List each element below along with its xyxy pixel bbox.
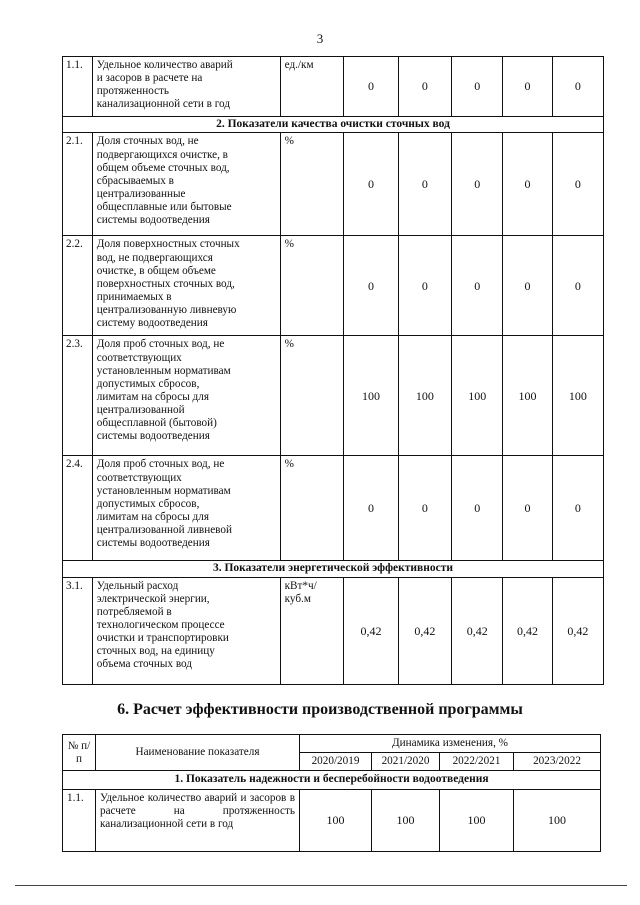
table-row [63,456,604,561]
indicator-name-line: системы водоотведения [96,214,210,227]
indicator-name-line: допустимых сбросов, [96,497,200,510]
indicator-name-line: Доля поверхностных сточных [96,238,240,251]
value-cell: 0 [344,133,398,236]
efficiency-table [62,734,601,852]
indicator-name-line: централизованной ливневой [96,523,232,536]
unit-cell: % [280,456,344,561]
value-cell: 100 [514,789,601,851]
indicator-name-line: Удельный расход [96,579,179,592]
value-cell: 0 [503,133,552,236]
section-title: 2. Показатели качества очистки сточных вод [63,117,604,133]
indicator-name [92,456,280,561]
value-cell: 0 [503,236,552,336]
indicator-name-line: объема сточных вод [96,658,192,671]
table-row [63,236,604,336]
indicator-name-line: Доля проб сточных вод, не [96,338,225,351]
value-cell: 0 [552,236,603,336]
indicator-name-line: Удельное количество аварий [96,59,233,71]
indicator-name-line: общем объеме сточных вод, [96,161,230,174]
indicator-name-line: сточных вод, на единицу [96,645,215,658]
indicator-name-line: допустимых сбросов, [96,377,200,390]
indicator-name-line: принимаемых в [96,290,172,303]
value-cell: 0 [344,456,398,561]
indicator-name-line: вод, не подвергающихся [96,251,213,264]
value-cell: 0 [503,456,552,561]
indicator-name-line: очистке, в общем объеме [96,264,216,277]
unit-cell: % [280,133,344,236]
table-row [63,133,604,236]
indicator-name-line: протяженность [96,85,170,98]
indicator-name [92,57,280,117]
value-cell: 100 [344,336,398,456]
indicators-table [62,56,604,685]
section-heading: 6. Расчет эффективности производственной программы [117,701,523,718]
table-row [63,577,604,684]
indicator-name-line: канализационной сети в год [96,98,231,111]
row-number: 2.3. [63,336,93,456]
value-cell: 0 [452,133,503,236]
indicator-name-line: Доля проб сточных вод, не [96,458,225,471]
value-cell: 100 [552,336,603,456]
indicator-name-line: установленным нормативам [96,484,231,497]
indicator-name-line: Доля сточных вод, не [96,135,199,148]
value-cell: 0,42 [452,577,503,684]
indicator-name-line: потребляемой в [96,606,172,619]
value-cell: 0 [344,57,398,117]
value-cell: 0 [452,57,503,117]
unit-cell: кВт*ч/ куб.м [280,577,344,684]
row-number: 2.2. [63,236,93,336]
value-cell: 0 [398,236,451,336]
row-number: 2.4. [63,456,93,561]
indicator-name-line: централизованной [96,403,185,416]
value-cell: 100 [398,336,451,456]
indicator-name-line: систему водоотведения [96,317,208,330]
unit-cell: % [280,336,344,456]
unit-cell: ед./км [280,57,344,117]
value-cell: 0 [452,456,503,561]
period-header: 2021/2020 [372,753,440,771]
unit-cell: % [280,236,344,336]
value-cell: 100 [372,789,440,851]
value-cell: 0 [503,57,552,117]
value-cell: 0,42 [398,577,451,684]
num-header: № п/п [63,735,96,771]
indicator-name-line: общесплавной (бытовой) [96,417,217,430]
indicator-name-line: лимитам на сбросы для [96,510,209,523]
value-cell: 0 [452,236,503,336]
name-header: Наименование показателя [96,735,300,771]
row-number: 2.1. [63,133,93,236]
value-cell: 0 [398,133,451,236]
value-cell: 0,42 [503,577,552,684]
section-row-title: 1. Показатель надежности и бесперебойности водоотведения [63,771,601,789]
indicator-name-line: подвергающихся очистке, в [96,148,228,161]
period-header: 2020/2019 [300,753,372,771]
indicator-name [92,336,280,456]
row-number: 3.1. [63,577,93,684]
value-cell: 0,42 [552,577,603,684]
value-cell: 0 [552,57,603,117]
indicator-name-line: очистки и транспортировки [96,632,229,645]
indicator-name-line: поверхностных сточных вод, [96,277,235,290]
table-row [63,57,604,117]
value-cell: 0 [398,456,451,561]
period-header: 2022/2021 [440,753,514,771]
value-cell: 0 [552,456,603,561]
row-number: 1.1. [63,789,96,851]
table-row [63,336,604,456]
value-cell: 0,42 [344,577,398,684]
indicator-name-line: электрической энергии, [96,593,210,605]
indicator-name-line: системы водоотведения [96,430,210,443]
indicator-name-line: и засоров в расчете на [96,72,203,85]
indicator-name-line: соответствующих [96,471,182,484]
value-cell: 0 [344,236,398,336]
indicator-name-line: централизованную ливневую [96,303,237,316]
value-cell: 100 [452,336,503,456]
page-bottom-rule [15,885,627,886]
row-number: 1.1. [63,57,93,117]
period-header: 2023/2022 [514,753,601,771]
indicator-name-line: технологическом процессе [96,619,225,632]
value-cell: 100 [300,789,372,851]
indicator-name [92,577,280,684]
indicator-name-line: системы водоотведения [96,537,210,550]
indicator-name-line: лимитам на сбросы для [96,390,209,403]
indicator-name [92,236,280,336]
indicator-name-line: общесплавные или бытовые [96,200,232,213]
indicator-name [92,133,280,236]
indicator-name: Удельное количество аварий и засоров в расчете на протяженность канализационной сети в год [96,789,300,851]
section-title: 3. Показатели энергетической эффективности [63,561,604,577]
indicator-name-line: соответствующих [96,351,182,364]
dynamics-header: Динамика изменения, % [300,735,601,753]
section-row [63,117,604,133]
value-cell: 100 [440,789,514,851]
indicator-name-line: сбрасываемых в [96,174,174,187]
indicator-name-line: централизованные [96,187,186,200]
section-row [63,561,604,577]
value-cell: 0 [398,57,451,117]
value-cell: 100 [503,336,552,456]
value-cell: 0 [552,133,603,236]
indicator-name-line: установленным нормативам [96,364,231,377]
page-number: 3 [316,31,324,46]
